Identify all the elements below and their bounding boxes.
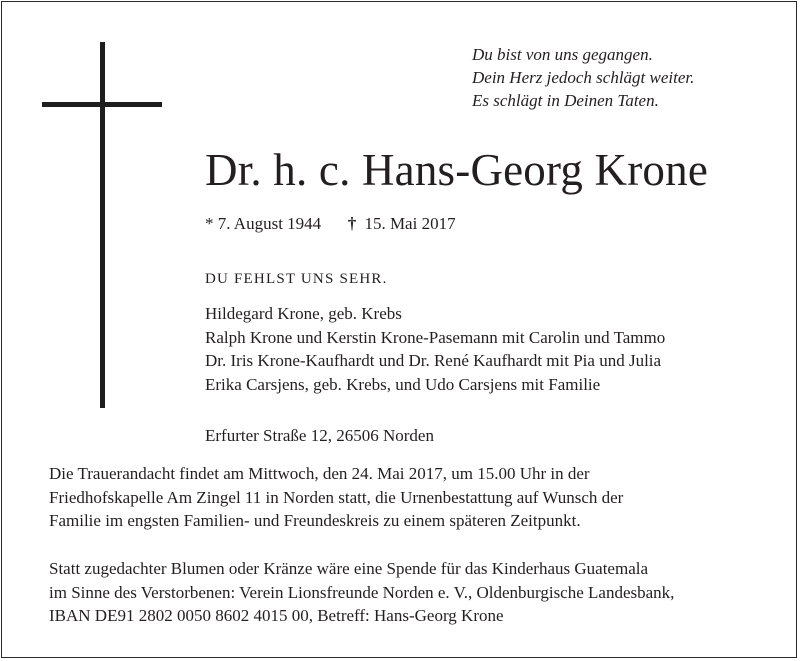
donation-info-line: im Sinne des Verstorbenen: Verein Lionsfreunde Norden e. V., Oldenburgische Landesbank, <box>49 582 675 602</box>
cross-icon-vertical-bar <box>100 42 105 408</box>
mourners-list <box>205 302 665 396</box>
donation-info-paragraph <box>49 557 769 628</box>
service-info-paragraph <box>49 462 769 533</box>
death-date: 15. Mai 2017 <box>364 214 456 233</box>
obituary-frame <box>1 1 797 658</box>
life-dates <box>205 214 456 234</box>
service-info-line: Die Trauerandacht findet am Mittwoch, den 24. Mai 2017, um 15.00 Uhr in der <box>49 464 590 483</box>
mourners-heading: DU FEHLST UNS SEHR. <box>205 271 388 287</box>
donation-info-line: Statt zugedachter Blumen oder Kränze wäre eine Spende für das Kinderhaus Guatemala <box>49 559 649 578</box>
dagger-icon: † <box>347 214 357 233</box>
service-info-line: Familie im engsten Familien- und Freundeskreis zu einem späteren Zeitpunkt. <box>49 511 581 530</box>
mourners-address: Erfurter Straße 12, 26506 Norden <box>205 426 434 445</box>
cross-icon-horizontal-bar <box>42 102 162 107</box>
mourner-line: Ralph Krone und Kerstin Krone-Pasemann mit Carolin und Tammo <box>205 327 666 347</box>
birth-date: * 7. August 1944 <box>205 214 322 233</box>
motto-line: Du bist von uns gegangen. <box>472 45 653 64</box>
mourner-line: Dr. Iris Krone-Kaufhardt und Dr. René Kaufhardt mit Pia und Julia <box>205 351 662 370</box>
donation-info-line: IBAN DE91 2802 0050 8602 4015 00, Betreff: Hans-Georg Krone <box>49 606 504 625</box>
service-info-line: Friedhofskapelle Am Zingel 11 in Norden statt, die Urnenbestattung auf Wunsch der <box>49 487 624 507</box>
motto-verse <box>472 43 782 112</box>
mourner-line: Erika Carsjens, geb. Krebs, und Udo Carsjens mit Familie <box>205 374 601 394</box>
motto-line: Dein Herz jedoch schlägt weiter. <box>472 68 695 87</box>
deceased-name: Dr. h. c. Hans-Georg Krone <box>205 145 708 195</box>
motto-line: Es schlägt in Deinen Taten. <box>472 91 659 110</box>
mourner-line: Hildegard Krone, geb. Krebs <box>205 304 402 323</box>
